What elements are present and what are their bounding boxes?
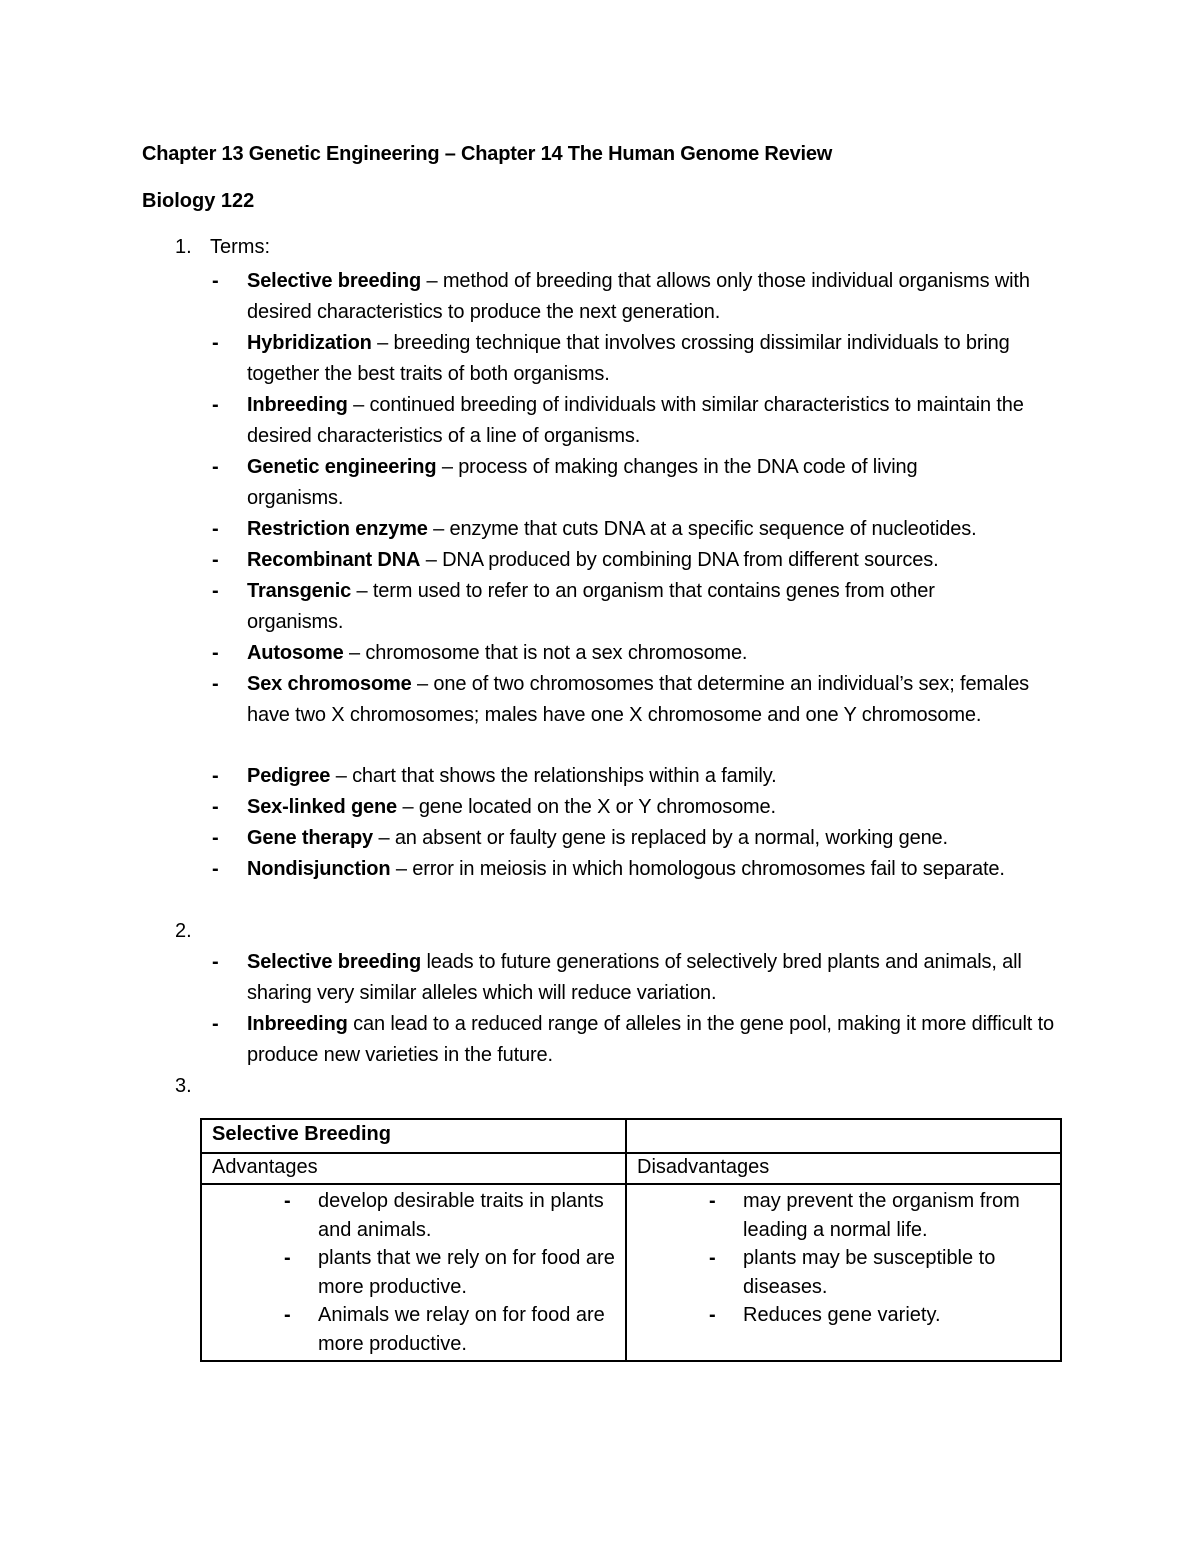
bullet-dash: - [212, 765, 219, 787]
term-item [212, 328, 1072, 390]
term-item [212, 854, 1072, 885]
term-name: Genetic engineering [247, 456, 437, 478]
selective-breeding-table [200, 1118, 1062, 1362]
section-1-number: 1. [175, 236, 192, 258]
term-name: Pedigree [247, 765, 331, 787]
term-definition: – an absent or faulty gene is replaced by a normal, working gene. [373, 827, 948, 849]
term-name: Transgenic [247, 580, 352, 602]
term-name: Gene therapy [247, 827, 374, 849]
term-name: Restriction enzyme [247, 518, 428, 540]
list-item: - Animals we relay on for food are more productive. [284, 1304, 605, 1355]
bullet-dash: - [212, 518, 219, 540]
term-definition: – error in meiosis in which homologous chromosomes fail to separate. [390, 858, 1005, 880]
section-3-number: 3. [175, 1075, 192, 1097]
term-item [212, 452, 1072, 514]
bullet-dash: - [212, 456, 219, 478]
list-item: - plants that we rely on for food are more productive. [284, 1247, 615, 1298]
term-definition: – gene located on the X or Y chromosome. [397, 796, 776, 818]
bullet-dash: - [212, 332, 219, 354]
list-item: - Reduces gene variety. [709, 1304, 941, 1326]
term-name: Inbreeding [247, 1013, 348, 1035]
term-item [212, 514, 1072, 545]
course-name: Biology 122 [142, 190, 255, 212]
list-item: - may prevent the organism from leading a normal life. [709, 1190, 1020, 1241]
term-name: Autosome [247, 642, 344, 664]
term-name: Nondisjunction [247, 858, 391, 880]
bullet-dash: - [212, 1013, 219, 1035]
bullet-dash: - [212, 642, 219, 664]
term-item [212, 792, 1072, 823]
bullet-dash: - [212, 796, 219, 818]
term-definition: – one of two chromosomes that determine an individual’s sex; females have two X chromosomes; males have one X chromosome and one Y chromosome. [247, 673, 1030, 726]
term-name: Hybridization [247, 332, 372, 354]
term-item [212, 266, 1072, 328]
term-name: Selective breeding [247, 270, 422, 292]
term-item [212, 761, 1072, 792]
term-name: Selective breeding [247, 951, 422, 973]
term-definition: – chart that shows the relationships within a family. [330, 765, 777, 787]
bullet-dash: - [212, 580, 219, 602]
term-item [212, 669, 1072, 731]
term-definition: – DNA produced by combining DNA from different sources. [420, 549, 939, 571]
term-name: Inbreeding [247, 394, 348, 416]
item-text: can lead to a reduced range of alleles in the gene pool, making it more difficult to produce new varieties in the future. [247, 1013, 1054, 1066]
advantages-header: Advantages [201, 1153, 626, 1184]
document-title: Chapter 13 Genetic Engineering – Chapter 14 The Human Genome Review [142, 143, 833, 165]
term-definition: – breeding technique that involves crossing dissimilar individuals to bring together the best traits of both organisms. [247, 332, 1010, 385]
section-2-number: 2. [175, 920, 192, 942]
section-2-item [212, 947, 1072, 1009]
section-1-label: Terms: [210, 236, 270, 258]
list-item: - develop desirable traits in plants and animals. [284, 1190, 604, 1241]
advantages-cell [201, 1184, 626, 1361]
term-item [212, 823, 1072, 854]
term-definition: – chromosome that is not a sex chromosome. [343, 642, 748, 664]
term-name: Sex-linked gene [247, 796, 398, 818]
term-definition: – term used to refer to an organism that contains genes from other organisms. [247, 580, 935, 633]
term-item [212, 576, 1072, 638]
term-item [212, 638, 1072, 669]
term-definition: – enzyme that cuts DNA at a specific sequence of nucleotides. [427, 518, 977, 540]
table-content-row [201, 1184, 1061, 1361]
table-header-row [201, 1153, 1061, 1184]
table-title-cell: Selective Breeding [201, 1119, 626, 1153]
term-definition: – continued breeding of individuals with similar characteristics to maintain the desired characteristics of a line of organisms. [247, 394, 1024, 447]
bullet-dash: - [212, 827, 219, 849]
bullet-dash: - [212, 394, 219, 416]
bullet-dash: - [212, 270, 219, 292]
term-item [212, 545, 1072, 576]
term-item [212, 390, 1072, 452]
bullet-dash: - [212, 858, 219, 880]
table-empty-cell [626, 1119, 1061, 1153]
term-name: Recombinant DNA [247, 549, 421, 571]
section-2-item [212, 1009, 1072, 1071]
term-name: Sex chromosome [247, 673, 412, 695]
term-definition: – method of breeding that allows only those individual organisms with desired characteristics to produce the next generation. [247, 270, 1030, 323]
bullet-dash: - [212, 549, 219, 571]
list-item: - plants may be susceptible to diseases. [709, 1247, 996, 1298]
table-title-row [201, 1119, 1061, 1153]
item-text: leads to future generations of selectively bred plants and animals, all sharing very similar alleles which will reduce variation. [247, 951, 1022, 1004]
bullet-dash: - [212, 673, 219, 695]
disadvantages-cell [626, 1184, 1061, 1361]
bullet-dash: - [212, 951, 219, 973]
term-definition: – process of making changes in the DNA code of living organisms. [247, 456, 918, 509]
disadvantages-header: Disadvantages [626, 1153, 1061, 1184]
